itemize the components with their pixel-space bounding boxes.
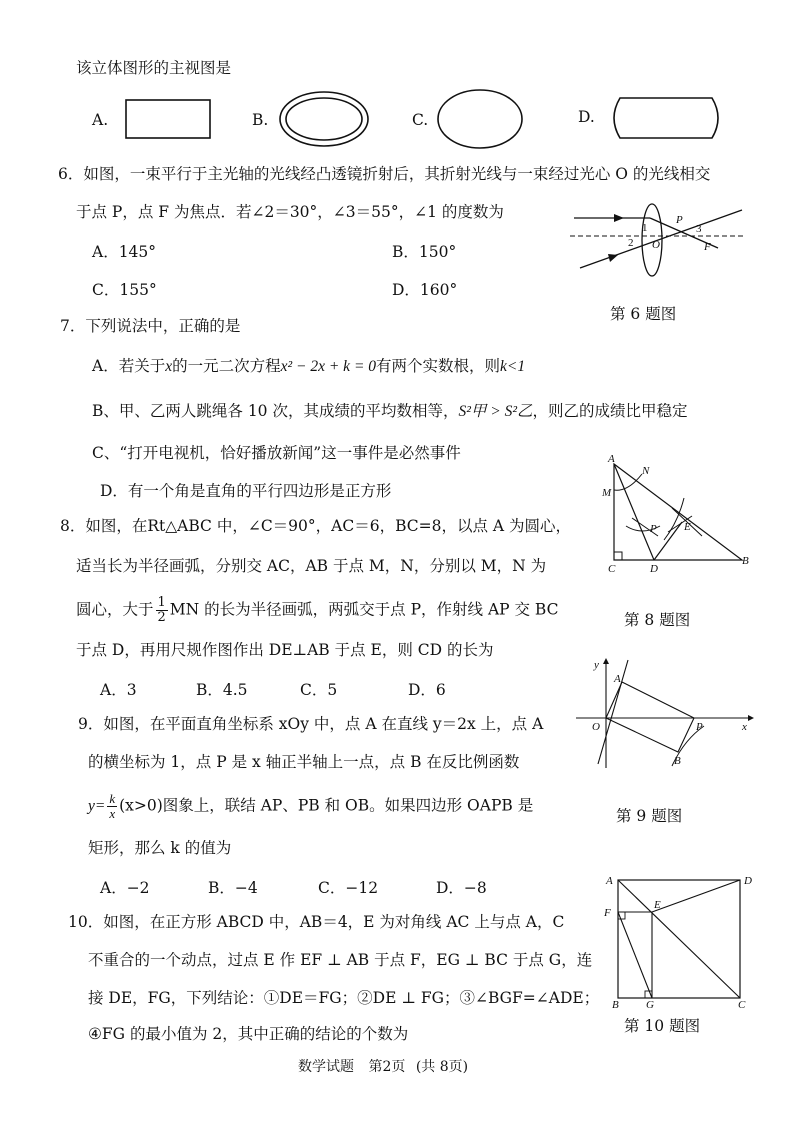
q6-option-b: B．150° [392, 243, 457, 261]
q8-line3-pre: 圆心，大于 [76, 600, 154, 619]
q6-fig-label-3: 3 [696, 223, 702, 235]
q8-option-b: B．4.5 [196, 681, 248, 699]
q9-fig-label-p: P [696, 721, 703, 733]
q8-fig-label-m: M [602, 487, 612, 499]
q7-a-var: x [165, 358, 173, 375]
q10-fig-label-d: D [744, 875, 752, 887]
q10-fig-label-g: G [646, 999, 654, 1010]
q7-a-equation: x² − 2x + k = 0 [280, 358, 377, 375]
q9-option-b: B．−4 [208, 879, 258, 897]
page-footer [298, 1056, 468, 1076]
q6-fig-label-p: P [676, 214, 683, 226]
q9-stem-line-3 [88, 792, 533, 821]
q6-fig-label-1: 1 [642, 222, 648, 234]
q7-stem: 7．下列说法中，正确的是 [60, 317, 241, 335]
q10-stem-line-4: ④FG 的最小值为 2，其中正确的结论的个数为 [88, 1025, 409, 1043]
q9-option-a: A．−2 [100, 879, 150, 897]
q6-option-c: C．155° [92, 281, 157, 299]
q9-stem-line-1: 9．如图，在平面直角坐标系 xOy 中，点 A 在直线 y＝2x 上，点 A [78, 715, 544, 733]
q5-option-c-label: C. [412, 111, 429, 129]
q9-stem-line-2: 的横坐标为 1，点 P 是 x 轴正半轴上一点，点 B 在反比例函数 [88, 753, 520, 771]
q9-fig-label-o: O [592, 721, 600, 733]
q9-fig-label-a: A [614, 673, 621, 685]
q8-fig-label-a: A [608, 453, 615, 465]
q7-a-pre: A．若关于 [92, 357, 166, 375]
q6-fig-label-f: F [704, 241, 711, 253]
q8-stem-line-2: 适当长为半径画弧，分别交 AC，AB 于点 M，N，分别以 M，N 为 [76, 557, 547, 575]
q8-fig-label-d: D [650, 563, 658, 574]
q9-fraction-k-over-x: $\frac{k}{x}$ [109, 791, 116, 821]
q7-option-d: D．有一个角是直角的平行四边形是正方形 [100, 482, 392, 500]
q8-option-d: D．6 [408, 681, 446, 699]
q5-option-a-label: A. [92, 111, 109, 129]
q7-b-pre: B、甲、乙两人跳绳各 10 次，其成绩的平均数相等， [92, 402, 459, 420]
footer-page-number: 第2页 [368, 1059, 406, 1075]
q10-fig-label-f: F [604, 907, 611, 919]
q9-figure-caption: 第 9 题图 [616, 807, 683, 825]
q8-fig-label-p: P [650, 523, 657, 535]
q9-line3-pre: y= [88, 797, 106, 815]
q7-a-post: 有两个实数根，则 [376, 357, 501, 375]
q9-fig-label-b: B [674, 755, 681, 767]
q7-option-c: C、“打开电视机，恰好播放新闻”这一事件是必然事件 [92, 444, 461, 462]
q6-figure-caption: 第 6 题图 [610, 305, 677, 323]
q10-square-figure [598, 870, 758, 1010]
q8-triangle-figure [598, 452, 758, 574]
q9-coordinate-figure [574, 656, 754, 772]
q6-option-a: A．145° [92, 243, 157, 261]
q5-option-b-label: B. [252, 111, 269, 129]
q8-stem-line-1: 8．如图，在Rt△ABC 中，∠C＝90°，AC＝6，BC=8，以点 A 为圆心， [60, 517, 572, 535]
q8-stem-line-4: 于点 D，再用尺规作图作出 DE⊥AB 于点 E，则 CD 的长为 [76, 641, 494, 659]
footer-total-pages: (共 8页) [415, 1059, 469, 1075]
q8-fig-label-n: N [642, 465, 650, 477]
q10-stem-line-2: 不重合的一个动点，过点 E 作 EF ⊥ AB 于点 F，EG ⊥ BC 于点 G，连 [88, 951, 593, 969]
q10-fig-label-a: A [606, 875, 613, 887]
q10-fig-label-b: B [612, 999, 619, 1010]
q7-option-b [92, 401, 688, 422]
q10-fig-label-c: C [738, 999, 746, 1010]
q8-figure-caption: 第 8 题图 [624, 611, 691, 629]
q5-stem-tail: 该立体图形的主视图是 [76, 59, 232, 77]
q8-option-a: A．3 [100, 681, 137, 699]
q10-stem-line-1: 10．如图，在正方形 ABCD 中，AB＝4，E 为对角线 AC 上与点 A，C [68, 913, 565, 931]
q8-line3-post: MN 的长为半径画弧，两弧交于点 P，作射线 AP 交 BC [169, 600, 559, 619]
q8-fig-label-e: E [684, 521, 691, 533]
q10-fig-label-e: E [654, 899, 661, 911]
q7-b-post: ，则乙的成绩比甲稳定 [532, 402, 688, 420]
q10-figure-caption: 第 10 题图 [624, 1017, 701, 1035]
q8-fig-label-c: C [608, 563, 616, 574]
q9-option-c: C．−12 [318, 879, 379, 897]
q7-option-a [92, 356, 525, 377]
q6-stem-line-2: 于点 P，点 F 为焦点．若∠2＝30°，∠3＝55°，∠1 的度数为 [76, 203, 504, 221]
q6-option-d: D．160° [392, 281, 458, 299]
q8-fraction-half: $\frac{1}{2}$ [157, 595, 166, 625]
q5-option-c-ellipse-figure [436, 88, 524, 150]
q5-option-a-rectangle-figure [124, 98, 212, 140]
q5-option-d-rounded-rectangle-figure [606, 96, 726, 140]
q5-option-b-double-ellipse-figure [278, 90, 370, 148]
q7-a-mid: 的一元二次方程 [172, 357, 281, 375]
q5-option-d-label: D. [578, 108, 595, 126]
q9-stem-line-4: 矩形，那么 k 的值为 [88, 839, 232, 857]
q10-stem-line-3: 接 DE，FG，下列结论：①DE＝FG；②DE ⊥ FG；③∠BGF=∠ADE； [88, 989, 600, 1007]
q8-stem-line-3 [76, 596, 558, 625]
q8-fig-label-b: B [742, 555, 749, 567]
q7-a-answer: k<1 [500, 358, 526, 375]
q9-line3-post: (x>0)图象上，联结 AP、PB 和 OB。如果四边形 OAPB 是 [119, 796, 534, 815]
q9-option-d: D．−8 [436, 879, 487, 897]
q6-fig-label-o: O [652, 239, 660, 251]
q8-option-c: C．5 [300, 681, 338, 699]
q7-b-math: S²甲 > S²乙 [458, 403, 533, 420]
q6-fig-label-2: 2 [628, 237, 634, 249]
footer-subject: 数学试题 [298, 1059, 354, 1075]
q6-stem-line-1: 6．如图，一束平行于主光轴的光线经凸透镜折射后，其折射光线与一束经过光心 O 的光线相交 [58, 165, 711, 183]
q9-fig-label-x: x [742, 721, 747, 733]
q6-lens-figure [566, 198, 750, 280]
q9-fig-label-y: y [594, 659, 599, 671]
